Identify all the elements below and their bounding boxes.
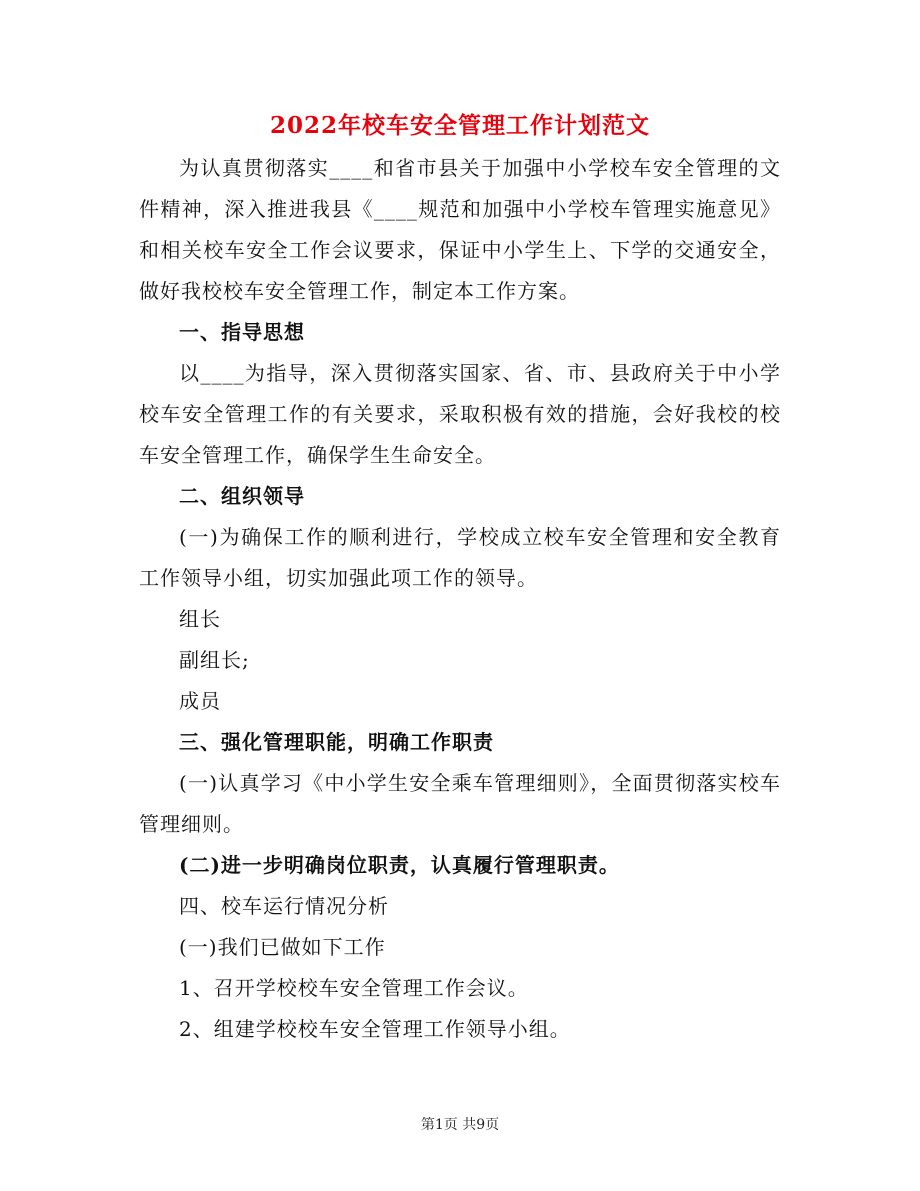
deputy-leader-line: 副组长;	[179, 648, 250, 672]
section4-point2: 2、组建学校校车安全管理工作领导小组。	[179, 1017, 571, 1041]
document-title: 2022年校车安全管理工作计划范文	[269, 112, 650, 139]
page-footer: 第1页 共9页	[420, 1117, 500, 1133]
section1-heading: 一、指导思想	[179, 320, 305, 344]
section4-heading: 四、校车运行情况分析	[179, 894, 389, 918]
section3-item1: (一)认真学习《中小学生安全乘车管理细则》，全面贯彻落实校车管理细则。	[139, 771, 781, 836]
section2-paragraph: (一)为确保工作的顺利进行，学校成立校车安全管理和安全教育工作领导小组，切实加强此项工作的领导。	[139, 525, 781, 590]
section1-paragraph: 以____为指导，深入贯彻落实国家、省、市、县政府关于中小学校车安全管理工作的有关要求，采取积极有效的措施，会好我校的校车安全管理工作，确保学生生命安全。	[139, 361, 781, 467]
members-line: 成员	[179, 689, 221, 713]
intro-paragraph: 为认真贯彻落实____和省市县关于加强中小学校车安全管理的文件精神，深入推进我县《____规范和加强中小学校车管理实施意见》和相关校车安全工作会议要求，保证中小学生上、下学的交通安全，做好我校校车安全管理工作，制定本工作方案。	[139, 156, 781, 303]
section4-subheading: (一)我们已做如下工作	[179, 935, 386, 959]
section3-heading: 三、强化管理职能，明确工作职责	[179, 730, 494, 754]
section2-heading: 二、组织领导	[179, 484, 305, 508]
section4-point1: 1、召开学校校车安全管理工作会议。	[179, 976, 529, 1000]
section3-item2: (二)进一步明确岗位职责，认真履行管理职责。	[179, 853, 620, 877]
document-body	[139, 148, 781, 1050]
leader-line: 组长	[179, 607, 221, 631]
